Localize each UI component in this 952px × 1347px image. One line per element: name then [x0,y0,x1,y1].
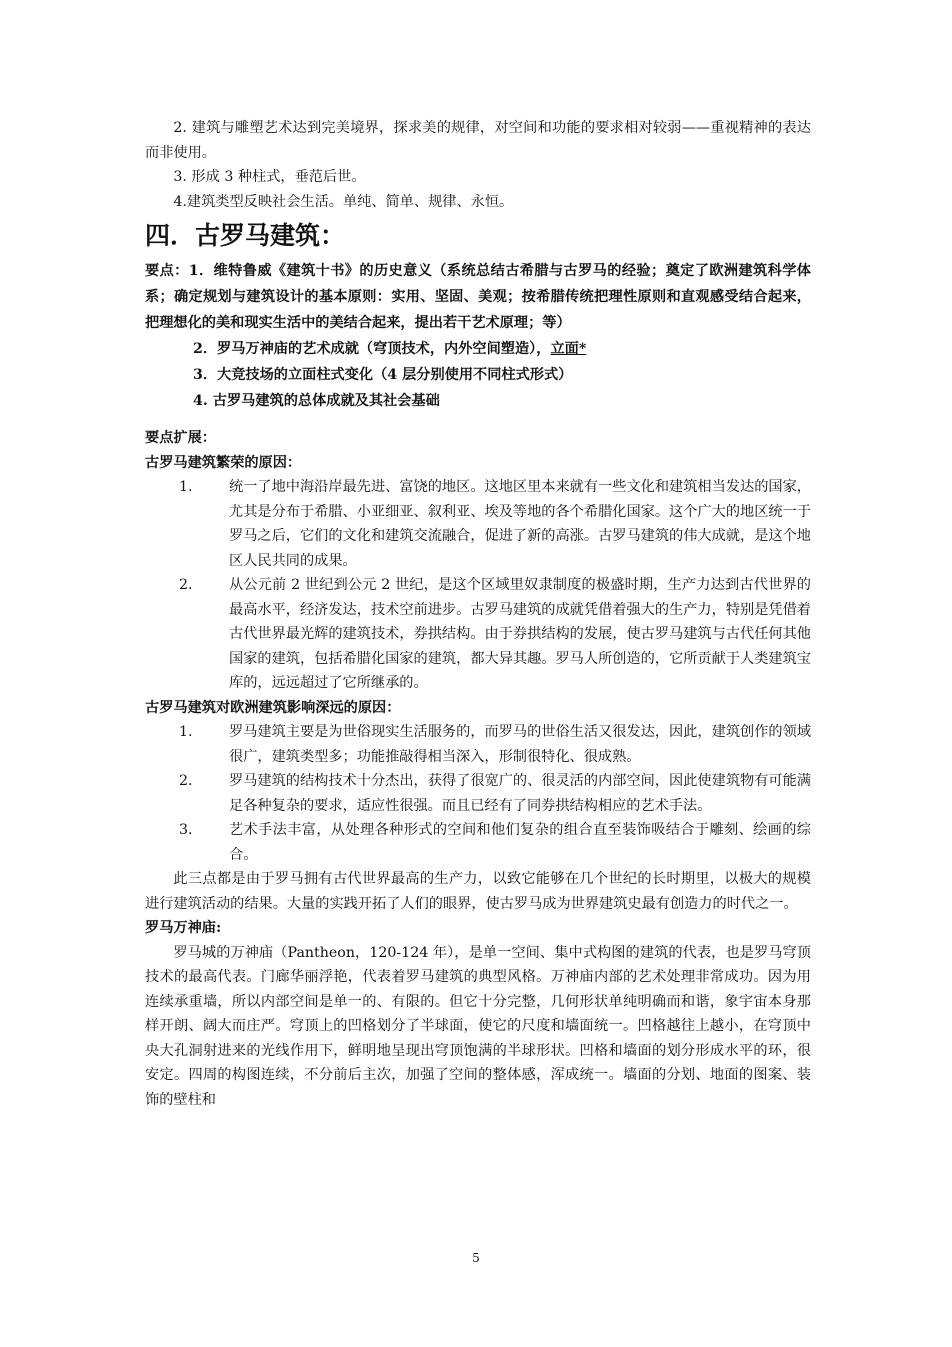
list-text: 艺术手法丰富，从处理各种形式的空间和他们复杂的组合直至装饰吸结合于雕刻、绘画的综合。 [229,822,811,863]
key-point-3: 3．大竞技场的立面柱式变化（4 层分别使用不同柱式形式） [193,367,573,383]
influence-title: 古罗马建筑对欧洲建筑影响深远的原因： [145,699,401,716]
list-text: 统一了地中海沿岸最先进、富饶的地区。这地区里本来就有一些文化和建筑相当发达的国家，尤其是分布于希腊、小亚细亚、叙利亚、埃及等地的各个希腊化国家。这个广大的地区统一于罗马之后，它们的文化和建筑交流融合，促进了新的高涨。古罗马建筑的伟大成就，是这个地区人民共同的成果。 [229,479,811,569]
key-point-2-text: 2．罗马万神庙的艺术成就（穹顶技术，内外空间塑造）， [193,341,551,357]
intro-point-3: 3. 形成 3 种柱式，垂范后世。 [173,169,366,185]
list-item [145,769,811,818]
key-point-1: 要点：1．维特鲁威《建筑十书》的历史意义（系统总结古希腊与古罗马的经验；奠定了欧洲建筑科学体系；确定规划与建筑设计的基本原则：实用、坚固、美观；按希腊传统把理性原则和直观感受结合起来，把理想化的美和现实生活中的美结合起来，提出若干艺术原理；等） [145,263,811,331]
list-number: 2. [179,773,193,789]
pantheon-text: 罗马城的万神庙（Pantheon，120-124 年），是单一空间、集中式构图的建筑的代表，也是罗马穹顶技术的最高代表。门廊华丽浮艳，代表着罗马建筑的典型风格。万神庙内部的艺术处理非常成功。因为用连续承重墙，所以内部空间是单一的、有限的。但它十分完整，几何形状单纯明确而和谐，象宇宙本身那样开朗、阔大而庄严。穹顶上的凹格划分了半球面，使它的尺度和墙面统一。凹格越往上越小，在穹顶中央大孔洞射进来的光线作用下，鲜明地呈现出穹顶饱满的半球形状。凹格和墙面的划分形成水平的环，很安定。四周的构图连续，不分前后主次，加强了空间的整体感，浑成统一。墙面的分划、地面的图案、装饰的壁柱和 [145,944,811,1108]
key-point-4: 4. 古罗马建筑的总体成就及其社会基础 [193,393,440,409]
list-item [145,720,811,769]
list-text: 罗马建筑主要是为世俗现实生活服务的，而罗马的世俗生活又很发达，因此，建筑创作的领域很广，建筑类型多；功能推敲得相当深入，形制很特化、很成熟。 [229,724,811,765]
key-point-2-underlined: 立面* [550,341,587,357]
list-item [145,475,811,573]
influence-summary: 此三点都是由于罗马拥有古代世界最高的生产力，以致它能够在几个世纪的长时期里，以极大的规模进行建筑活动的结果。大量的实践开拓了人们的眼界，使古罗马成为世界建筑史最有创造力的时代之一。 [145,871,811,912]
list-number: 1. [179,479,193,495]
list-number: 2. [179,577,193,593]
list-item [145,573,811,696]
list-number: 3. [179,822,193,838]
list-item [145,818,811,867]
document-page [145,116,811,1112]
section-heading: 四．古罗马建筑： [145,221,346,250]
pantheon-title: 罗马万神庙: [145,920,222,936]
expansion-title: 要点扩展： [145,430,216,446]
prosperity-title: 古罗马建筑繁荣的原因： [145,454,302,471]
intro-point-4: 4.建筑类型反映社会生活。单纯、简单、规律、永恒。 [173,193,514,210]
list-number: 1. [179,724,193,740]
page-number: 5 [472,1251,480,1265]
list-text: 罗马建筑的结构技术十分杰出，获得了很宽广的、很灵活的内部空间，因此使建筑物有可能满足各种复杂的要求，适应性很强。而且已经有了同券拱结构相应的艺术手法。 [229,773,811,814]
list-text: 从公元前 2 世纪到公元 2 世纪，是这个区域里奴隶制度的极盛时期，生产力达到古代世界的最高水平，经济发达，技术空前进步。古罗马建筑的成就凭借着强大的生产力，特别是凭借着古代世界最光辉的建筑技术，券拱结构。由于券拱结构的发展，使古罗马建筑与古代任何其他国家的建筑，包括希腊化国家的建筑，都大异其趣。罗马人所创造的，它所贡献于人类建筑宝库的，远远超过了它所继承的。 [229,577,811,691]
key-point-2 [145,336,811,362]
intro-point-2: 2. 建筑与雕塑艺术达到完美境界，探求美的规律，对空间和功能的要求相对较弱——重视精神的表达而非使用。 [145,120,811,161]
spacer [145,414,811,426]
